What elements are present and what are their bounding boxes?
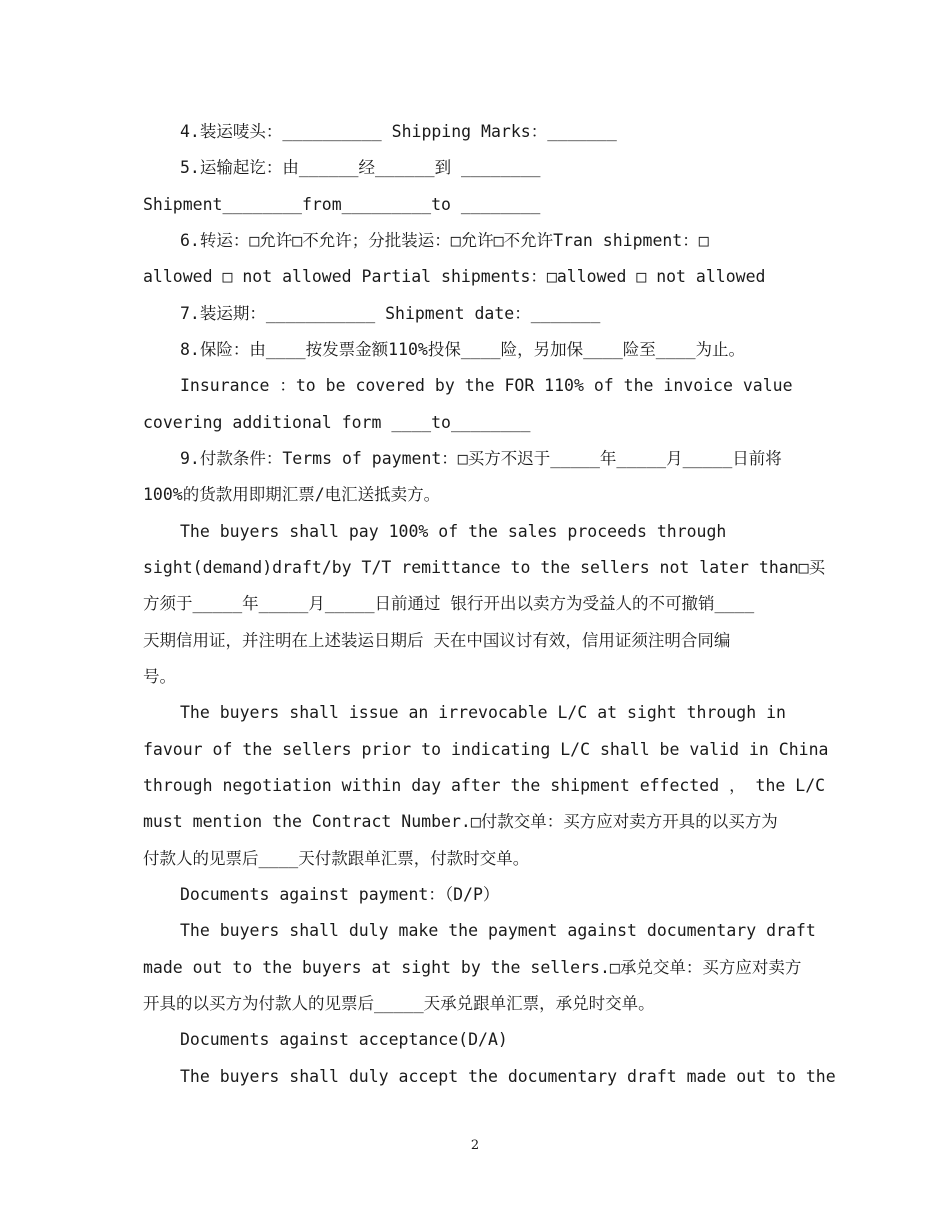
clause-8-insurance-en-1: Insurance ：to be covered by the FOR 110% of the invoice value (180, 376, 793, 395)
clause-5-transport-route: 5.运输起讫：由______经______到 ________ (180, 158, 541, 177)
clause-8-insurance: 8.保险：由____按发票金额110%投保____险，另加保____险至____为止。 (180, 340, 746, 359)
clause-9-payment-terms: 9.付款条件：Terms of payment：□买方不迟于_____年_____月_____日前将 (180, 449, 782, 468)
lc-clause-cn-2: 天期信用证，并注明在上述装运日期后 天在中国议讨有效，信用证须注明合同编 (143, 631, 731, 650)
clause-9-payment-terms-cont: 100%的货款用即期汇票/电汇送抵卖方。 (143, 485, 441, 504)
clause-4-shipping-marks: 4.装运唛头：__________ Shipping Marks：_______ (180, 122, 617, 141)
clause-7-shipment-date: 7.装运期：___________ Shipment date：_______ (180, 304, 601, 323)
clause-6-transshipment: 6.转运：□允许□不允许；分批装运：□允许□不允许Tran shipment：□ (180, 231, 709, 250)
payment-en-paragraph-2: sight(demand)draft/by T/T remittance to the sellers not later than□买 (143, 558, 826, 577)
clause-5-shipment-route-en: Shipment________from_________to ________ (143, 195, 541, 214)
lc-clause-en-1: The buyers shall issue an irrevocable L/C at sight through in (180, 703, 786, 722)
da-clause-2: 开具的以买方为付款人的见票后_____天承兑跟单汇票，承兑时交单。 (143, 994, 655, 1013)
da-en-paragraph-1: The buyers shall duly accept the documentary draft made out to the (180, 1067, 836, 1086)
dp-clause-2: 付款人的见票后____天付款跟单汇票，付款时交单。 (143, 849, 530, 868)
dp-heading-en: Documents against payment：（D/P） (180, 885, 500, 904)
lc-clause-en-3: through negotiation within day after the shipment effected ， the L/C (143, 776, 826, 795)
da-heading-en: Documents against acceptance(D/A) (180, 1030, 508, 1049)
dp-en-paragraph-1: The buyers shall duly make the payment against documentary draft (180, 921, 816, 940)
payment-en-paragraph-1: The buyers shall pay 100% of the sales proceeds through (180, 522, 727, 541)
clause-8-insurance-en-2: covering additional form ____to________ (143, 413, 531, 432)
clause-6-transshipment-en: allowed □ not allowed Partial shipments：□allowed □ not allowed (143, 267, 766, 286)
da-clause-1: made out to the buyers at sight by the sellers.□承兑交单：买方应对卖方 (143, 958, 802, 977)
dp-clause-1: must mention the Contract Number.□付款交单：买方应对卖方开具的以买方为 (143, 812, 778, 831)
lc-clause-en-2: favour of the sellers prior to indicating L/C shall be valid in China (143, 740, 829, 759)
lc-clause-cn-1: 方须于_____年_____月_____日前通过 银行开出以卖方为受益人的不可撤销____ (143, 594, 755, 613)
page-number: 2 (470, 1138, 480, 1153)
lc-clause-cn-3: 号。 (143, 667, 176, 686)
